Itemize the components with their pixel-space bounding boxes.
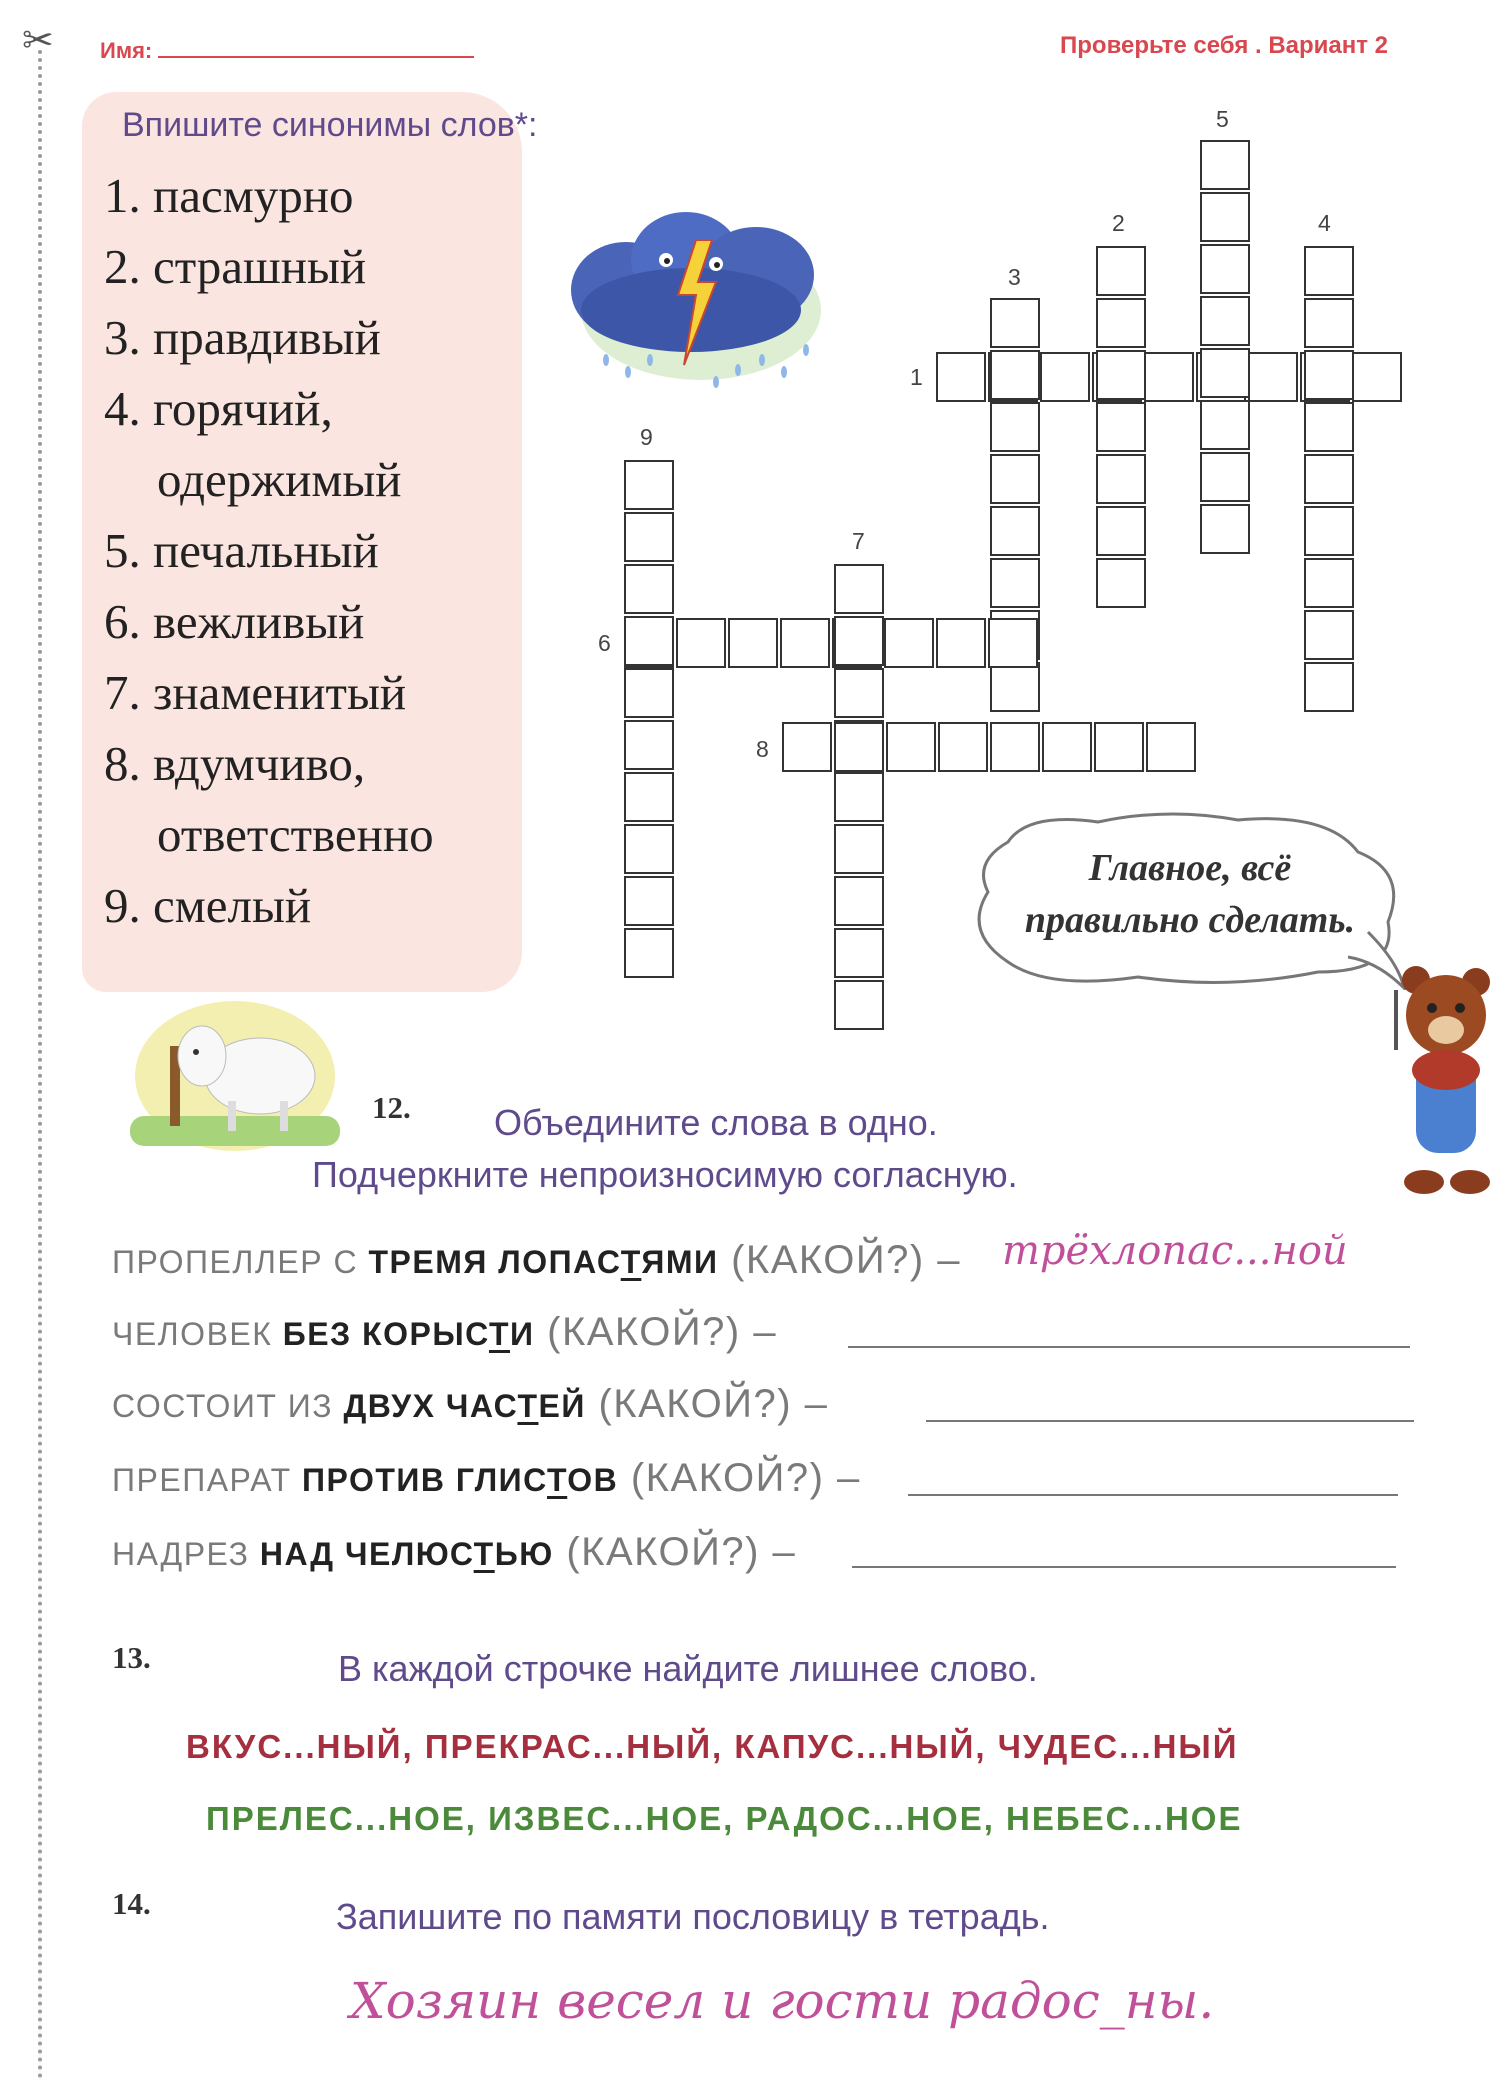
crossword-cell[interactable] <box>990 722 1040 772</box>
crossword-cell[interactable] <box>936 352 986 402</box>
crossword-cell[interactable] <box>624 876 674 926</box>
clue-number: 4 <box>1318 210 1331 236</box>
crossword-cell[interactable] <box>1096 298 1146 348</box>
crossword-cell[interactable] <box>834 824 884 874</box>
word-row <box>112 1382 828 1427</box>
crossword-cell[interactable] <box>834 668 884 718</box>
crossword-cell[interactable] <box>834 722 884 772</box>
crossword-cell[interactable] <box>676 618 726 668</box>
row-words: ЯМИ <box>641 1244 719 1280</box>
word-row <box>112 1238 961 1283</box>
word-row <box>112 1530 796 1575</box>
crossword-cell[interactable] <box>834 772 884 822</box>
crossword-cell[interactable] <box>624 512 674 562</box>
crossword-cell[interactable] <box>1200 504 1250 554</box>
row-question: (КАКОЙ?) – <box>534 1310 778 1354</box>
crossword-cell[interactable] <box>624 616 674 666</box>
crossword-cell[interactable] <box>988 618 1038 668</box>
crossword-cell[interactable] <box>886 722 936 772</box>
list-item: 5. печальный <box>104 523 379 578</box>
task-instruction: Запишите по памяти пословицу в тетрадь. <box>336 1896 1050 1937</box>
crossword-cell[interactable] <box>990 454 1040 504</box>
crossword-cell[interactable] <box>1200 400 1250 450</box>
row-question: (КАКОЙ?) – <box>718 1238 962 1282</box>
word-row-green: ПРЕЛЕС...НОЕ, ИЗВЕС...НОЕ, РАДОС...НОЕ, НЕБЕС...НОЕ <box>206 1800 1243 1837</box>
task-number: 12. <box>372 1090 411 1125</box>
crossword-cell[interactable] <box>624 720 674 770</box>
list-item: 9. смелый <box>104 878 312 933</box>
crossword-cell[interactable] <box>1096 506 1146 556</box>
crossword-cell[interactable] <box>1200 296 1250 346</box>
crossword-cell[interactable] <box>1304 298 1354 348</box>
task-instruction: Объедините слова в одно. <box>494 1102 938 1143</box>
crossword-cell[interactable] <box>990 662 1040 712</box>
answer-text: трёхлопас...ной <box>1002 1228 1348 1274</box>
clue-number: 3 <box>1008 264 1021 290</box>
crossword-cell[interactable] <box>624 824 674 874</box>
page-title: Проверьте себя . Вариант 2 <box>1060 32 1389 59</box>
word-row <box>112 1310 777 1355</box>
crossword-cell[interactable] <box>1094 722 1144 772</box>
name-label: Имя: <box>100 38 153 63</box>
crossword-cell[interactable] <box>834 564 884 614</box>
row-words: ЬЮ <box>494 1536 554 1572</box>
crossword-cell[interactable] <box>782 722 832 772</box>
word-row <box>112 1456 861 1501</box>
crossword-cell[interactable] <box>624 928 674 978</box>
crossword-cell[interactable] <box>1304 454 1354 504</box>
task-number: 14. <box>112 1886 151 1921</box>
crossword-cell[interactable] <box>1200 244 1250 294</box>
scissors-icon: ✂ <box>22 18 54 62</box>
bear-illustration <box>1386 960 1500 1198</box>
crossword-cell[interactable] <box>1248 352 1298 402</box>
crossword-cell[interactable] <box>834 928 884 978</box>
row-words: ЕЙ <box>538 1388 586 1424</box>
crossword-cell[interactable] <box>1096 558 1146 608</box>
crossword-cell[interactable] <box>624 772 674 822</box>
crossword-cell[interactable] <box>1096 454 1146 504</box>
list-item: 7. знаменитый <box>104 665 407 720</box>
row-words: ОВ <box>567 1462 619 1498</box>
clue-number: 5 <box>1216 106 1229 132</box>
silent-consonant: Т <box>620 1244 642 1280</box>
task-instruction: Подчеркните непроизносимую согласную. <box>312 1154 1018 1195</box>
bubble-line: Главное, всё <box>1088 847 1292 889</box>
row-prefix: ПРЕПАРАТ <box>112 1462 303 1498</box>
row-question: (КАКОЙ?) – <box>585 1382 829 1426</box>
crossword-cell[interactable] <box>1040 352 1090 402</box>
clue-number: 6 <box>598 630 611 656</box>
crossword-cell[interactable] <box>936 618 986 668</box>
silent-consonant: Т <box>488 1316 511 1352</box>
crossword-cell[interactable] <box>834 876 884 926</box>
clue-number: 8 <box>756 736 769 762</box>
answer-line[interactable] <box>908 1494 1398 1496</box>
crossword-cell[interactable] <box>834 980 884 1030</box>
row-prefix: НАДРЕЗ <box>112 1536 260 1572</box>
crossword-cell[interactable] <box>884 618 934 668</box>
crossword-cell[interactable] <box>1304 350 1354 400</box>
answer-line[interactable] <box>926 1420 1414 1422</box>
crossword-cell[interactable] <box>1200 140 1250 190</box>
row-prefix: СОСТОИТ ИЗ <box>112 1388 344 1424</box>
list-item: 3. правдивый <box>104 310 381 365</box>
silent-consonant: Т <box>517 1388 539 1424</box>
crossword-cell[interactable] <box>1352 352 1402 402</box>
row-question: (КАКОЙ?) – <box>553 1530 797 1574</box>
crossword-cell[interactable] <box>990 506 1040 556</box>
answer-line[interactable] <box>852 1566 1396 1568</box>
answer-line[interactable] <box>848 1346 1410 1348</box>
crossword-cell[interactable] <box>780 618 830 668</box>
list-item: 2. страшный <box>104 239 367 294</box>
crossword-cell[interactable] <box>1146 722 1196 772</box>
crossword-cell[interactable] <box>624 460 674 510</box>
silent-consonant: Т <box>473 1536 495 1572</box>
crossword-cell[interactable] <box>624 668 674 718</box>
crossword-cell[interactable] <box>728 618 778 668</box>
crossword-cell[interactable] <box>938 722 988 772</box>
clue-number: 2 <box>1112 210 1125 236</box>
crossword-cell[interactable] <box>1304 662 1354 712</box>
row-words: ПРОТИВ ГЛИС <box>302 1462 547 1498</box>
crossword-cell[interactable] <box>1304 610 1354 660</box>
crossword-cell[interactable] <box>834 616 884 666</box>
bubble-line: правильно сделать. <box>1024 899 1356 941</box>
sheep-illustration <box>130 986 340 1156</box>
silent-consonant: Т <box>546 1462 568 1498</box>
crossword-cell[interactable] <box>1096 246 1146 296</box>
list-item: ответственно <box>157 807 434 862</box>
crossword-cell[interactable] <box>1304 246 1354 296</box>
list-item: одержимый <box>157 452 402 507</box>
synonyms-title: Впишите синонимы слов*: <box>122 106 538 144</box>
row-prefix: ЧЕЛОВЕК <box>112 1316 283 1352</box>
row-words: НАД ЧЕЛЮС <box>259 1536 474 1572</box>
bubble-text <box>990 842 1390 946</box>
proverb-text: Хозяин весел и гости радос_ны. <box>350 1972 1215 2030</box>
crossword-cell[interactable] <box>1200 192 1250 242</box>
row-words: ТРЕМЯ ЛОПАС <box>368 1244 621 1280</box>
list-item: 1. пасмурно <box>104 168 354 223</box>
crossword-cell[interactable] <box>1144 352 1194 402</box>
crossword-cell[interactable] <box>1304 506 1354 556</box>
crossword-cell[interactable] <box>1304 402 1354 452</box>
crossword-cell[interactable] <box>624 564 674 614</box>
row-words: И <box>510 1316 535 1352</box>
crossword-cell[interactable] <box>1096 350 1146 400</box>
crossword-cell[interactable] <box>990 402 1040 452</box>
crossword-cell[interactable] <box>990 350 1040 400</box>
list-item: 6. вежливый <box>104 594 365 649</box>
crossword-cell[interactable] <box>990 298 1040 348</box>
crossword-cell[interactable] <box>990 558 1040 608</box>
task-number: 13. <box>112 1640 151 1675</box>
list-item: 4. горячий, <box>104 381 333 436</box>
crossword-cell[interactable] <box>1200 348 1250 398</box>
row-words: ДВУХ ЧАС <box>343 1388 518 1424</box>
list-item: 8. вдумчиво, <box>104 736 366 791</box>
row-question: (КАКОЙ?) – <box>618 1456 861 1500</box>
crossword-cell[interactable] <box>1304 558 1354 608</box>
clue-number: 9 <box>640 424 653 450</box>
clue-number: 7 <box>852 528 865 554</box>
row-prefix: ПРОПЕЛЛЕР С <box>112 1244 369 1280</box>
clue-number: 1 <box>910 364 923 390</box>
row-words: БЕЗ КОРЫС <box>282 1316 489 1352</box>
crossword-cell[interactable] <box>1096 402 1146 452</box>
word-row-red: ВКУС...НЫЙ, ПРЕКРАС...НЫЙ, КАПУС...НЫЙ, ЧУДЕС...НЫЙ <box>186 1728 1239 1765</box>
task-instruction: В каждой строчке найдите лишнее слово. <box>338 1648 1038 1689</box>
crossword-cell[interactable] <box>1200 452 1250 502</box>
crossword-cell[interactable] <box>1042 722 1092 772</box>
